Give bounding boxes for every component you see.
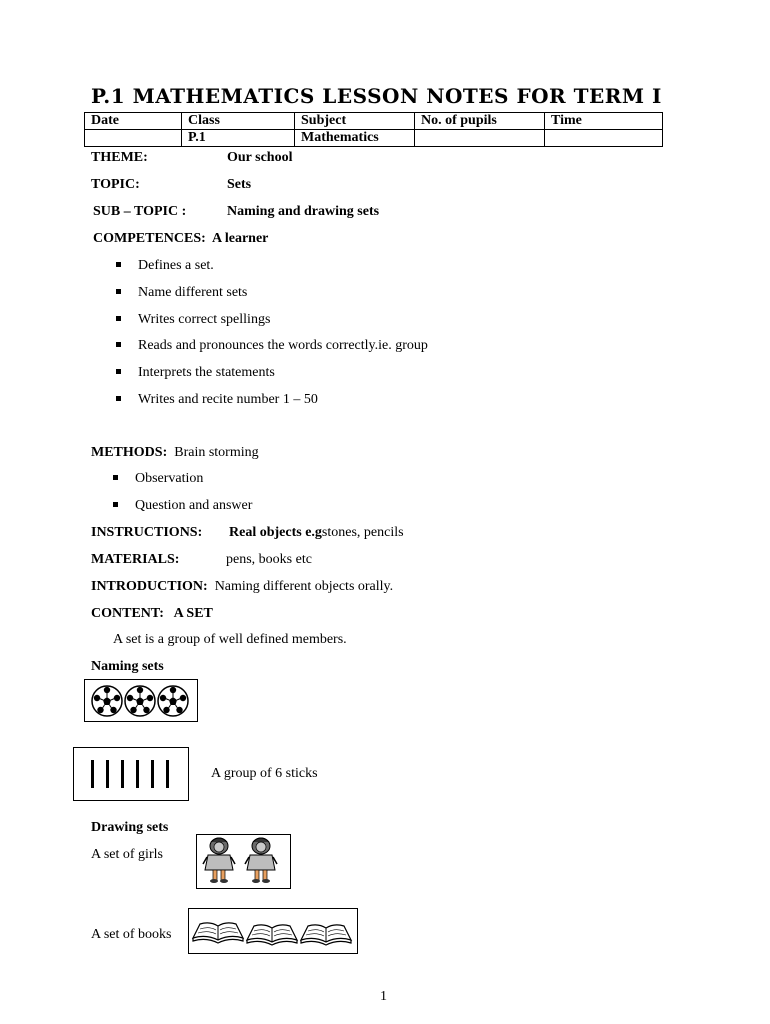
cell-subject: Mathematics xyxy=(295,130,415,147)
methods-line xyxy=(91,445,259,461)
set-definition: A set is a group of well defined members. xyxy=(113,632,347,647)
open-book-icon xyxy=(247,925,297,945)
topic-value: Sets xyxy=(227,177,252,192)
header-cell-time: Time xyxy=(545,113,663,130)
cell-class: P.1 xyxy=(182,130,295,147)
soccer-ball-icon xyxy=(92,686,122,716)
cell-date xyxy=(85,130,182,147)
subtopic-label: SUB – TOPIC : xyxy=(93,204,187,219)
list-item: Question and answer xyxy=(113,498,252,514)
competences-heading xyxy=(93,231,268,247)
soccer-ball-icon xyxy=(125,686,155,716)
table-header-row xyxy=(85,113,663,130)
girl-icon xyxy=(203,838,235,883)
lesson-header-table xyxy=(84,112,663,147)
bullet-icon xyxy=(113,475,118,480)
content-heading xyxy=(91,606,213,622)
instructions-value-line xyxy=(229,525,404,541)
competences-value: A learner xyxy=(212,231,269,246)
sticks-caption: A group of 6 sticks xyxy=(211,766,318,781)
books-caption: A set of books xyxy=(91,927,172,942)
bullet-icon xyxy=(116,342,121,347)
instructions-label: INSTRUCTIONS: xyxy=(91,525,203,540)
page-number: 1 xyxy=(380,989,387,1004)
drawing-sets-heading: Drawing sets xyxy=(91,820,169,835)
materials-label: MATERIALS: xyxy=(91,552,180,567)
stick-icon xyxy=(91,760,94,788)
bullet-icon xyxy=(116,396,121,401)
girl-set-box xyxy=(196,834,291,889)
list-item: Writes correct spellings xyxy=(116,312,270,328)
list-item: Interprets the statements xyxy=(116,365,275,381)
introduction-label: INTRODUCTION: xyxy=(91,579,208,594)
theme-label: THEME: xyxy=(91,150,148,165)
instructions-value: stones, pencils xyxy=(321,525,404,540)
stick-icon xyxy=(121,760,124,788)
open-book-icon xyxy=(301,925,351,945)
bullet-icon xyxy=(116,369,121,374)
list-item: Observation xyxy=(113,471,203,487)
cell-pupils xyxy=(415,130,545,147)
methods-value: Brain storming xyxy=(174,445,259,460)
bullet-icon xyxy=(116,262,121,267)
introduction-value: Naming different objects orally. xyxy=(214,579,394,594)
header-cell-subject: Subject xyxy=(295,113,415,130)
open-book-icon xyxy=(193,923,243,943)
header-cell-pupils: No. of pupils xyxy=(415,113,545,130)
bullet-icon xyxy=(116,316,121,321)
header-cell-class: Class xyxy=(182,113,295,130)
cell-time xyxy=(545,130,663,147)
stick-icon xyxy=(106,760,109,788)
methods-label: METHODS: xyxy=(91,445,168,460)
materials-value: pens, books etc xyxy=(226,552,312,567)
girls-caption: A set of girls xyxy=(91,847,163,862)
list-item: Reads and pronounces the words correctly.ie. group xyxy=(116,338,428,354)
competences-label: COMPETENCES: xyxy=(93,231,206,246)
naming-sets-heading: Naming sets xyxy=(91,659,164,674)
table-row xyxy=(85,130,663,147)
topic-label: TOPIC: xyxy=(91,177,140,192)
content-value: A SET xyxy=(173,606,213,621)
stick-icon xyxy=(166,760,169,788)
content-label: CONTENT: xyxy=(91,606,164,621)
list-item: Defines a set. xyxy=(116,258,214,274)
ball-set-box xyxy=(84,679,198,722)
book-set xyxy=(189,909,357,953)
theme-value: Our school xyxy=(227,150,293,165)
stick-set-box xyxy=(73,747,189,801)
bullet-icon xyxy=(116,289,121,294)
soccer-ball-icon xyxy=(158,686,188,716)
book-set-box xyxy=(188,908,358,954)
header-cell-date: Date xyxy=(85,113,182,130)
bullet-icon xyxy=(113,502,118,507)
page-title: P.1 MATHEMATICS LESSON NOTES FOR TERM I xyxy=(91,84,662,108)
girl-set xyxy=(197,835,290,888)
girl-icon xyxy=(245,838,277,883)
ball-set xyxy=(85,680,197,721)
introduction-line xyxy=(91,579,393,595)
list-item: Writes and recite number 1 – 50 xyxy=(116,392,318,408)
list-item: Name different sets xyxy=(116,285,247,301)
subtopic-value: Naming and drawing sets xyxy=(227,204,380,219)
stick-icon xyxy=(151,760,154,788)
instructions-value-bold: Real objects e.g xyxy=(229,525,322,540)
stick-icon xyxy=(136,760,139,788)
